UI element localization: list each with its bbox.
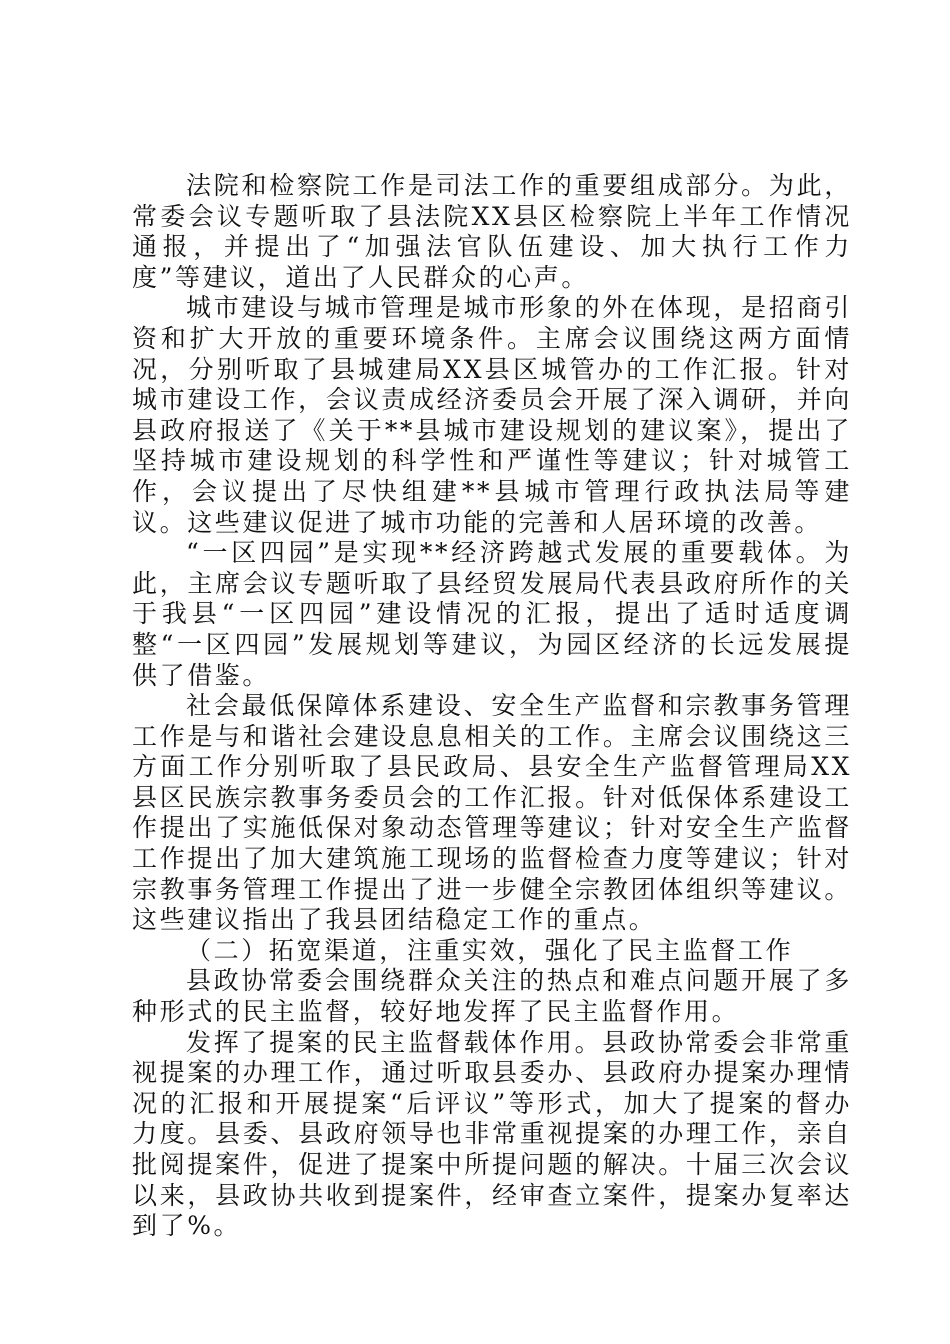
paragraph-urban-construction: 城市建设与城市管理是城市形象的外在体现，是招商引资和扩大开放的重要环境条件。主席会议围绕这两方面情况，分别听取了县城建局XX县区城管办的工作汇报。针对城市建设工作，会议责成经济委员会开展了深入调研，并向县政府报送了《关于**县城市建设规划的建议案》，提出了坚持城市建设规划的科学性和严谨性等建议；针对城管工作，会议提出了尽快组建**县城市管理行政执法局等建议。这些建议促进了城市功能的完善和人居环境的改善。 (132, 293, 852, 537)
paragraph-democratic-supervision: 县政协常委会围绕群众关注的热点和难点问题开展了多种形式的民主监督，较好地发挥了民主监督作用。 (132, 966, 852, 1027)
section-heading: （二）拓宽渠道，注重实效，强化了民主监督工作 (186, 935, 794, 965)
paragraph-one-zone-four-parks: “一区四园”是实现**经济跨越式发展的重要载体。为此，主席会议专题听取了县经贸发展局代表县政府所作的关于我县“一区四园”建设情况的汇报，提出了适时适度调整“一区四园”发展规划等建议，为园区经济的长远发展提供了借鉴。 (132, 538, 852, 690)
document-body (132, 171, 852, 1242)
paragraph-social-security: 社会最低保障体系建设、安全生产监督和宗教事务管理工作是与和谐社会建设息息相关的工作。主席会议围绕这三方面工作分别听取了县民政局、县安全生产监督管理局XX县区民族宗教事务委员会的工作汇报。针对低保体系建设工作提出了实施低保对象动态管理等建议；针对安全生产监督工作提出了加大建筑施工现场的监督检查力度等建议；针对宗教事务管理工作提出了进一步健全宗教团体组织等建议。这些建议指出了我县团结稳定工作的重点。 (132, 691, 852, 935)
paragraph-courts: 法院和检察院工作是司法工作的重要组成部分。为此，常委会议专题听取了县法院XX县区检察院上半年工作情况通报，并提出了“加强法官队伍建设、加大执行工作力度”等建议，道出了人民群众的心声。 (132, 171, 852, 292)
paragraph-proposals: 发挥了提案的民主监督载体作用。县政协常委会非常重视提案的办理工作，通过听取县委办、县政府办提案办理情况的汇报和开展提案“后评议”等形式，加大了提案的督办力度。县委、县政府领导也非常重视提案的办理工作，亲自批阅提案件，促进了提案中所提问题的解决。十届三次会议以来，县政协共收到提案件，经审查立案件，提案办复率达到了%。 (132, 1027, 852, 1241)
